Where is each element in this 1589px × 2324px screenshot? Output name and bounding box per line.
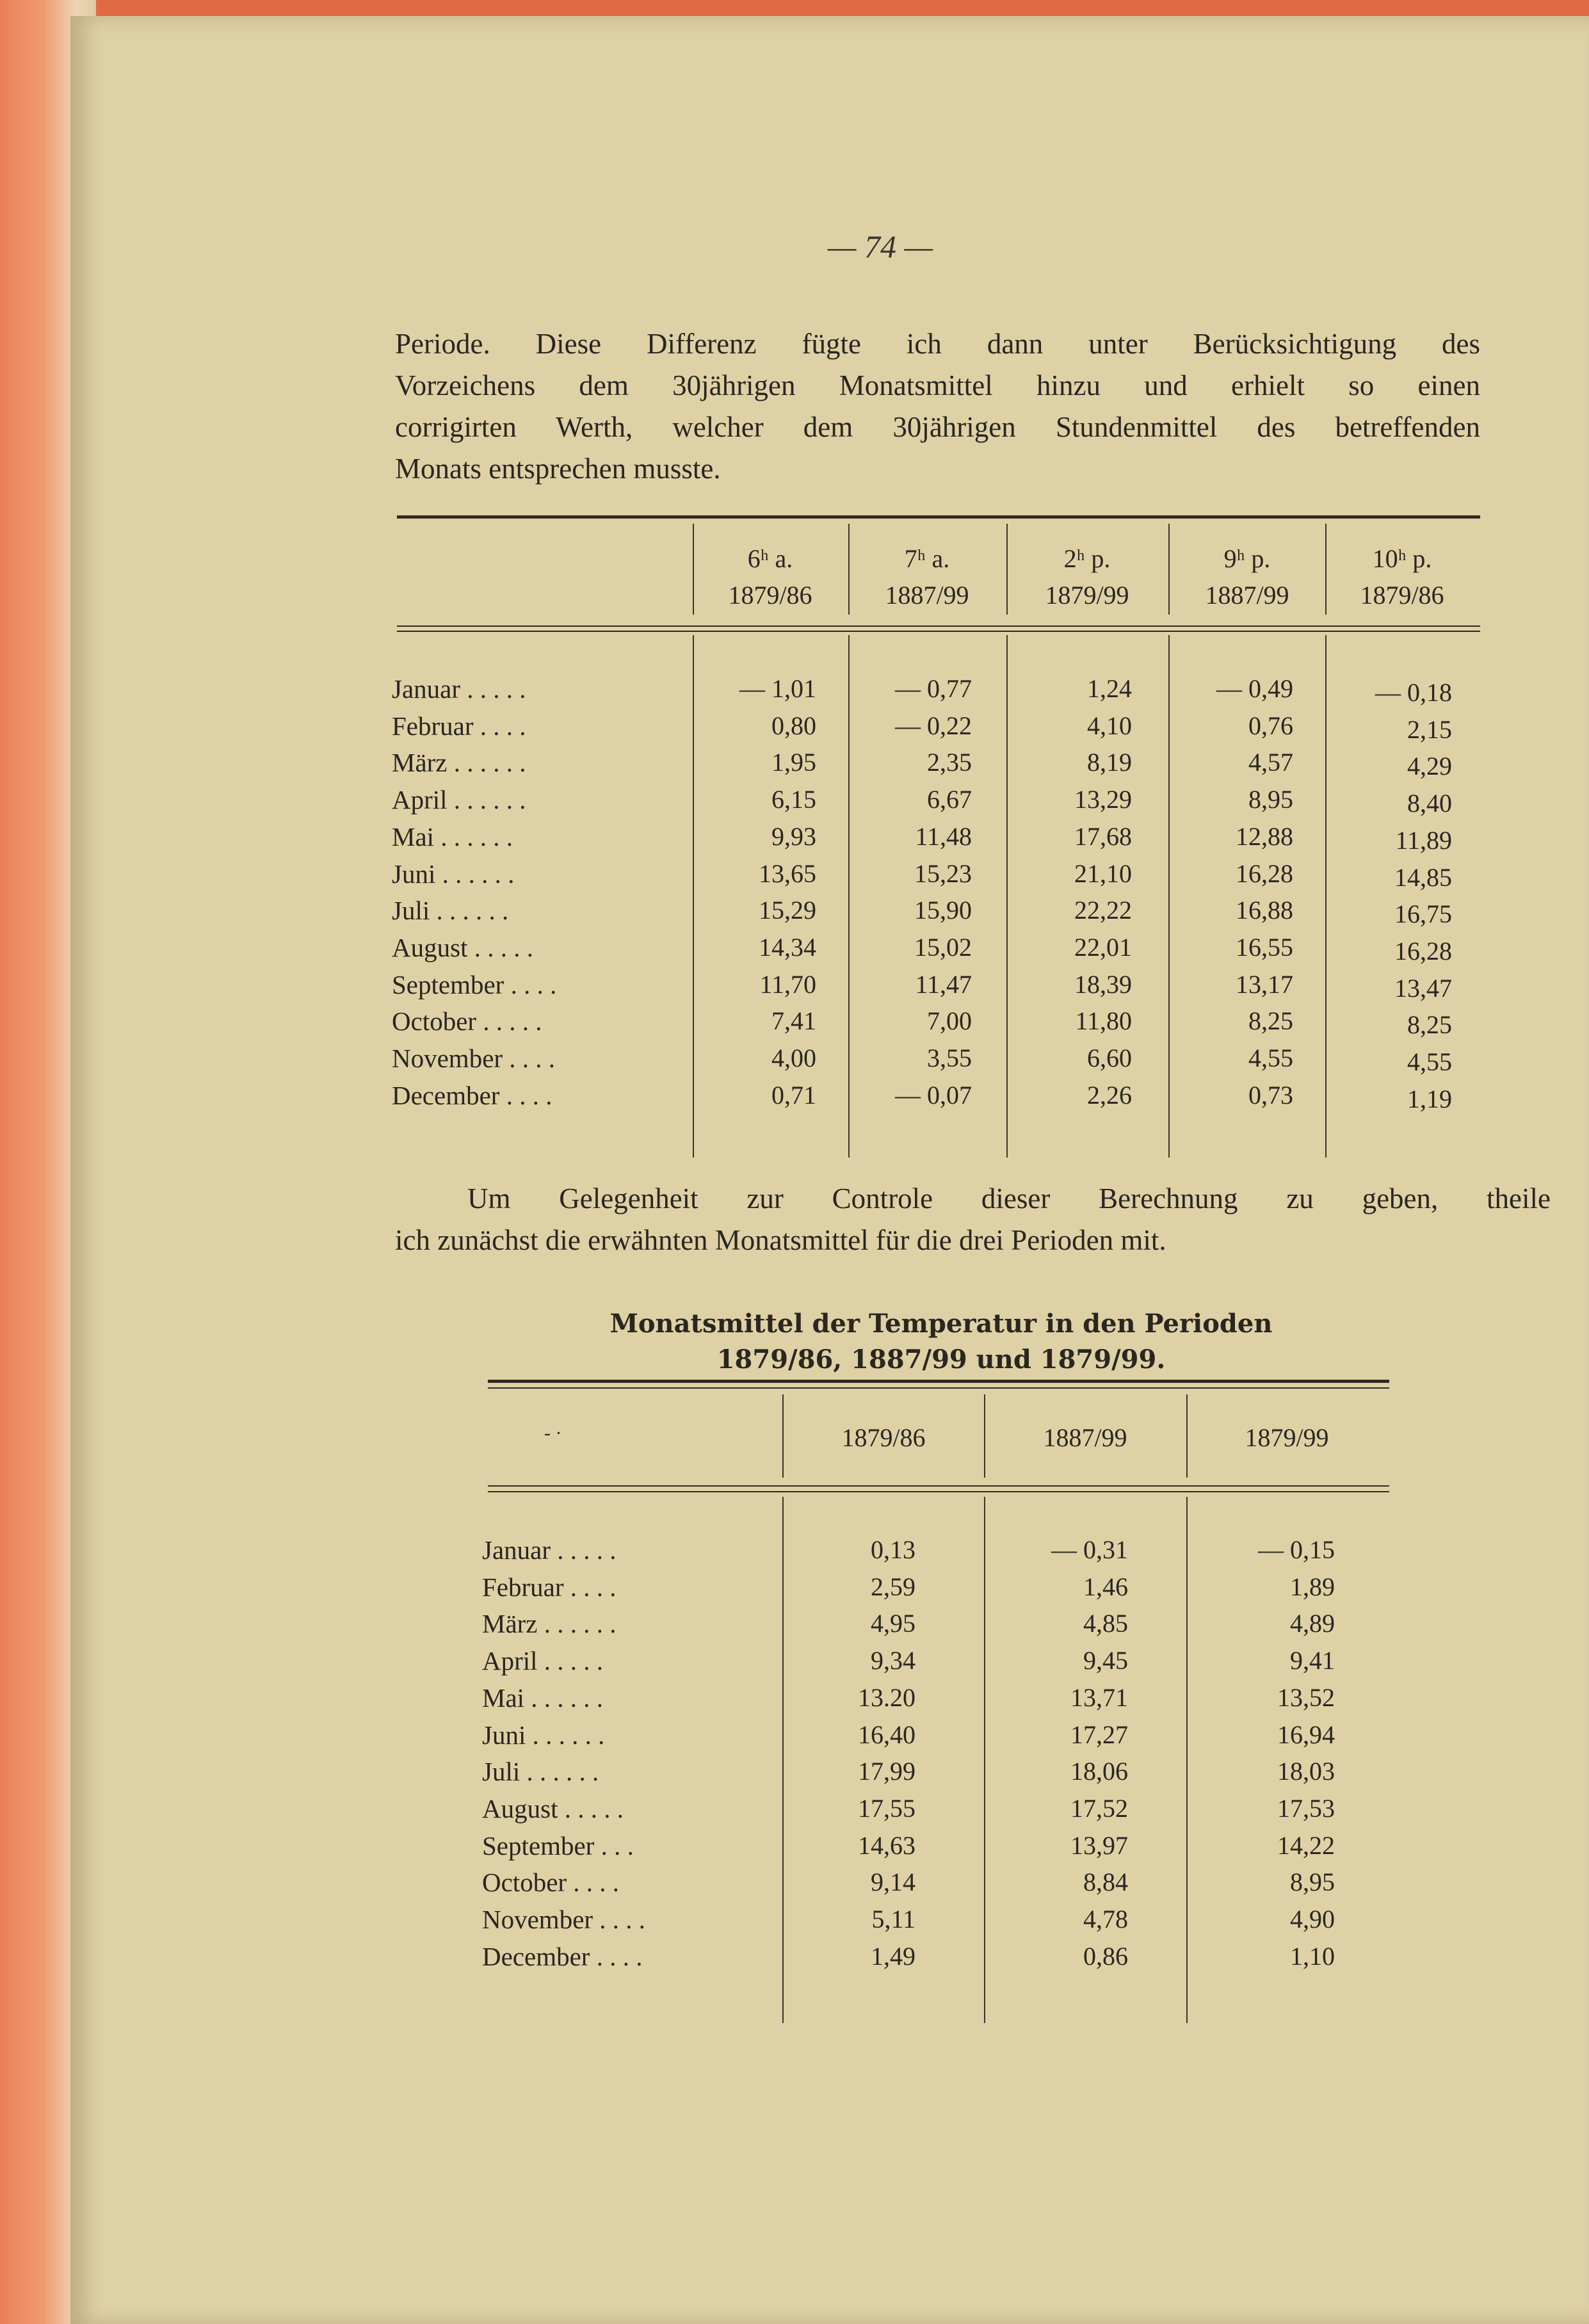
- column-header-hour: 6ʰ a.: [747, 544, 793, 573]
- table-value: 8,84: [1083, 1868, 1128, 1897]
- column-divider: [782, 1394, 784, 1478]
- text-line: Periode. Diese Differenz fügte ich dann unter Berücksichtigung des: [395, 328, 1480, 360]
- table-value: 16,75: [1394, 900, 1452, 929]
- table-value: 0,80: [771, 711, 816, 740]
- table-value: 21,10: [1074, 859, 1132, 888]
- table-value: 9,45: [1083, 1646, 1128, 1675]
- table-value: 13,97: [1070, 1830, 1128, 1860]
- intro-paragraph: [395, 323, 1480, 490]
- table-value: 16,40: [858, 1720, 915, 1749]
- table-top-rule: [397, 515, 1480, 519]
- table-value: 8,40: [1407, 789, 1452, 818]
- month-label: November . . . .: [482, 1905, 646, 1934]
- month-label: Februar . . . .: [482, 1572, 617, 1602]
- column-divider: [1186, 1497, 1188, 2023]
- month-label: Juli . . . . . .: [482, 1757, 599, 1787]
- column-divider: [1325, 635, 1327, 1158]
- table-value: 1,49: [871, 1941, 915, 1971]
- table-value: — 0,07: [895, 1080, 972, 1110]
- table-value: 0,76: [1248, 711, 1293, 740]
- header-bottom-rule: [488, 1491, 1389, 1492]
- month-label: April . . . . . .: [392, 785, 526, 815]
- table-value: 22,01: [1074, 932, 1132, 962]
- column-header-period: 1879/86: [728, 581, 812, 609]
- table-value: 2,26: [1087, 1080, 1132, 1110]
- table-value: 14,63: [858, 1830, 915, 1860]
- header-bottom-rule: [488, 1485, 1389, 1487]
- table-value: — 0,77: [895, 674, 972, 703]
- table-value: 1,89: [1290, 1572, 1335, 1601]
- table-value: 2,35: [927, 748, 972, 777]
- table-value: 15,90: [914, 896, 972, 925]
- column-header-period: 1879/99: [1045, 581, 1129, 609]
- table-value: 8,95: [1248, 785, 1293, 814]
- table-value: 7,41: [771, 1006, 816, 1036]
- column-header-period: 1879/99: [1245, 1423, 1329, 1452]
- table-value: 15,23: [914, 859, 972, 888]
- text-line: Vorzeichens dem 30jährigen Monatsmittel hinzu und erhielt so einen: [395, 369, 1480, 401]
- table-value: 17,99: [858, 1757, 915, 1786]
- book-page: [70, 16, 1589, 2324]
- middle-paragraph: [467, 1178, 1551, 1220]
- table-top-rule-thin: [488, 1387, 1389, 1389]
- table-value: 22,22: [1074, 896, 1132, 925]
- table-value: 17,53: [1277, 1793, 1335, 1823]
- table-value: 14,34: [759, 932, 816, 962]
- table-value: 6,60: [1087, 1044, 1132, 1072]
- table-value: 16,94: [1277, 1720, 1335, 1749]
- table-value: 0,86: [1083, 1941, 1128, 1971]
- table-value: 1,46: [1083, 1572, 1128, 1601]
- table-value: 16,55: [1236, 932, 1293, 962]
- table-value: 17,27: [1070, 1720, 1128, 1749]
- month-label: Februar . . . .: [392, 711, 526, 741]
- table-value: 4,55: [1407, 1047, 1452, 1076]
- column-header-hour: 7ʰ a.: [904, 544, 950, 573]
- table-value: 17,68: [1074, 821, 1132, 851]
- table-value: 11,89: [1395, 825, 1452, 855]
- caption-line: 1879/86, 1887/99 und 1879/99.: [716, 1344, 1166, 1375]
- month-label: Januar . . . . .: [482, 1535, 617, 1565]
- table-value: 0,71: [771, 1080, 816, 1110]
- table-value: 2,59: [871, 1572, 915, 1601]
- table-value: 4,78: [1083, 1905, 1128, 1933]
- month-label: August . . . . .: [392, 932, 533, 962]
- table-value: 6,67: [927, 785, 972, 814]
- table-value: 8,19: [1087, 748, 1132, 777]
- column-header-hour: 10ʰ p.: [1372, 544, 1432, 573]
- month-label: October . . . .: [482, 1868, 620, 1898]
- month-label: Mai . . . . . .: [392, 821, 513, 851]
- text-line: Um Gelegenheit zur Controle dieser Berechnung zu geben, theile: [467, 1182, 1551, 1214]
- table-value: 4,57: [1248, 748, 1293, 777]
- month-label: Juni . . . . . .: [482, 1720, 605, 1750]
- table-value: 14,85: [1394, 862, 1452, 892]
- table-value: 9,34: [871, 1646, 915, 1675]
- table-value: 18,03: [1277, 1757, 1335, 1786]
- column-header-period: 1879/86: [1360, 581, 1444, 609]
- column-header-period: 1879/86: [841, 1423, 926, 1452]
- text-line: Monats entsprechen musste.: [395, 453, 721, 485]
- table-value: 0,13: [871, 1535, 915, 1564]
- table-value: 13.20: [858, 1682, 915, 1712]
- table-value: 13,29: [1074, 785, 1132, 814]
- table-value: 1,95: [771, 748, 816, 777]
- table-value: 8,95: [1290, 1868, 1335, 1897]
- month-label: Mai . . . . . .: [482, 1682, 604, 1713]
- table-value: 0,73: [1248, 1080, 1293, 1110]
- table-value: 12,88: [1236, 821, 1293, 851]
- table-value: — 0,15: [1258, 1535, 1335, 1564]
- table-value: 13,65: [759, 859, 816, 888]
- month-label: September . . .: [482, 1830, 634, 1860]
- month-label: Juli . . . . . .: [392, 896, 509, 926]
- column-header-hour: 9ʰ p.: [1223, 544, 1271, 573]
- table-value: 13,71: [1070, 1682, 1128, 1712]
- month-label: October . . . . .: [392, 1006, 542, 1037]
- caption-line: Monatsmittel der Temperatur in den Perioden: [609, 1309, 1273, 1339]
- table-value: 2,15: [1407, 714, 1452, 744]
- table-value: 1,19: [1407, 1084, 1452, 1113]
- table-value: 16,28: [1394, 936, 1452, 965]
- table-value: — 0,31: [1051, 1535, 1128, 1564]
- table-value: 5,11: [871, 1905, 915, 1933]
- table-value: 13,47: [1394, 973, 1452, 1003]
- table-value: 11,80: [1075, 1006, 1132, 1036]
- table-value: 8,25: [1407, 1010, 1452, 1040]
- table-value: — 0,49: [1216, 674, 1293, 703]
- table-value: 11,48: [915, 821, 972, 851]
- header-bottom-rule: [397, 631, 1480, 632]
- table-value: 15,29: [759, 896, 816, 925]
- table-caption: [487, 1306, 1396, 1378]
- page-number: — 74 —: [828, 229, 933, 264]
- table-top-rule: [488, 1380, 1389, 1383]
- month-label: Juni . . . . . .: [392, 859, 515, 889]
- table-value: 8,25: [1248, 1006, 1293, 1036]
- table-value: 9,41: [1290, 1646, 1335, 1675]
- text-line: ich zunächst die erwähnten Monatsmittel für die drei Perioden mit.: [395, 1224, 1166, 1256]
- month-label: Januar . . . . .: [392, 674, 526, 704]
- table-value: — 1,01: [739, 674, 816, 703]
- table-value: 4,55: [1248, 1044, 1293, 1072]
- table-value: 14,22: [1277, 1830, 1335, 1860]
- month-label: August . . . . .: [482, 1793, 624, 1823]
- table-value: 17,52: [1070, 1793, 1128, 1823]
- table-value: 4,90: [1290, 1905, 1335, 1933]
- table-value: 11,70: [759, 969, 816, 999]
- header-bottom-rule: [397, 625, 1480, 627]
- table-value: 15,02: [914, 932, 972, 962]
- table-value: 11,47: [915, 969, 972, 999]
- month-label: April . . . . .: [482, 1646, 604, 1676]
- table-value: 4,10: [1087, 711, 1132, 740]
- column-header-period: 1887/99: [885, 581, 969, 609]
- month-label: März . . . . . .: [482, 1609, 617, 1639]
- table-value: — 0,18: [1375, 678, 1452, 707]
- table-value: 13,17: [1236, 969, 1293, 999]
- column-divider: [984, 1394, 985, 1478]
- table-value: 4,29: [1407, 752, 1452, 781]
- table-value: 1,24: [1087, 674, 1132, 703]
- table-value: — 0,22: [895, 711, 972, 740]
- table-value: 1,10: [1290, 1941, 1335, 1971]
- middle-paragraph-cont: [395, 1220, 1496, 1261]
- table-value: 4,89: [1290, 1609, 1335, 1638]
- column-header-period: 1887/99: [1205, 581, 1289, 609]
- month-label: September . . . .: [392, 969, 557, 999]
- month-label: November . . . .: [392, 1044, 556, 1073]
- table-value: 13,52: [1277, 1682, 1335, 1712]
- table-value: 18,06: [1070, 1757, 1128, 1786]
- table-value: 7,00: [927, 1006, 972, 1036]
- table-value: 4,85: [1083, 1609, 1128, 1638]
- table-value: 16,88: [1236, 896, 1293, 925]
- table-value: 4,95: [871, 1609, 915, 1638]
- column-header-hour: 2ʰ p.: [1063, 544, 1111, 573]
- column-header-period: 1887/99: [1043, 1423, 1127, 1452]
- corner-mark: - ·: [544, 1423, 562, 1444]
- text-line: corrigirten Werth, welcher dem 30jährigen Stundenmittel des betreffenden: [395, 411, 1480, 443]
- table-value: 16,28: [1236, 859, 1293, 888]
- table-value: 9,14: [871, 1868, 915, 1897]
- month-label: December . . . .: [392, 1080, 553, 1110]
- month-label: März . . . . . .: [392, 748, 526, 778]
- month-label: December . . . .: [482, 1941, 643, 1971]
- table-value: 9,93: [771, 821, 816, 851]
- column-divider: [1186, 1394, 1188, 1478]
- table-value: 17,55: [858, 1793, 915, 1823]
- table-value: 6,15: [771, 785, 816, 814]
- table-value: 4,00: [771, 1044, 816, 1072]
- table-value: 3,55: [927, 1044, 972, 1072]
- table-value: 18,39: [1074, 969, 1132, 999]
- column-divider: [984, 1497, 985, 2023]
